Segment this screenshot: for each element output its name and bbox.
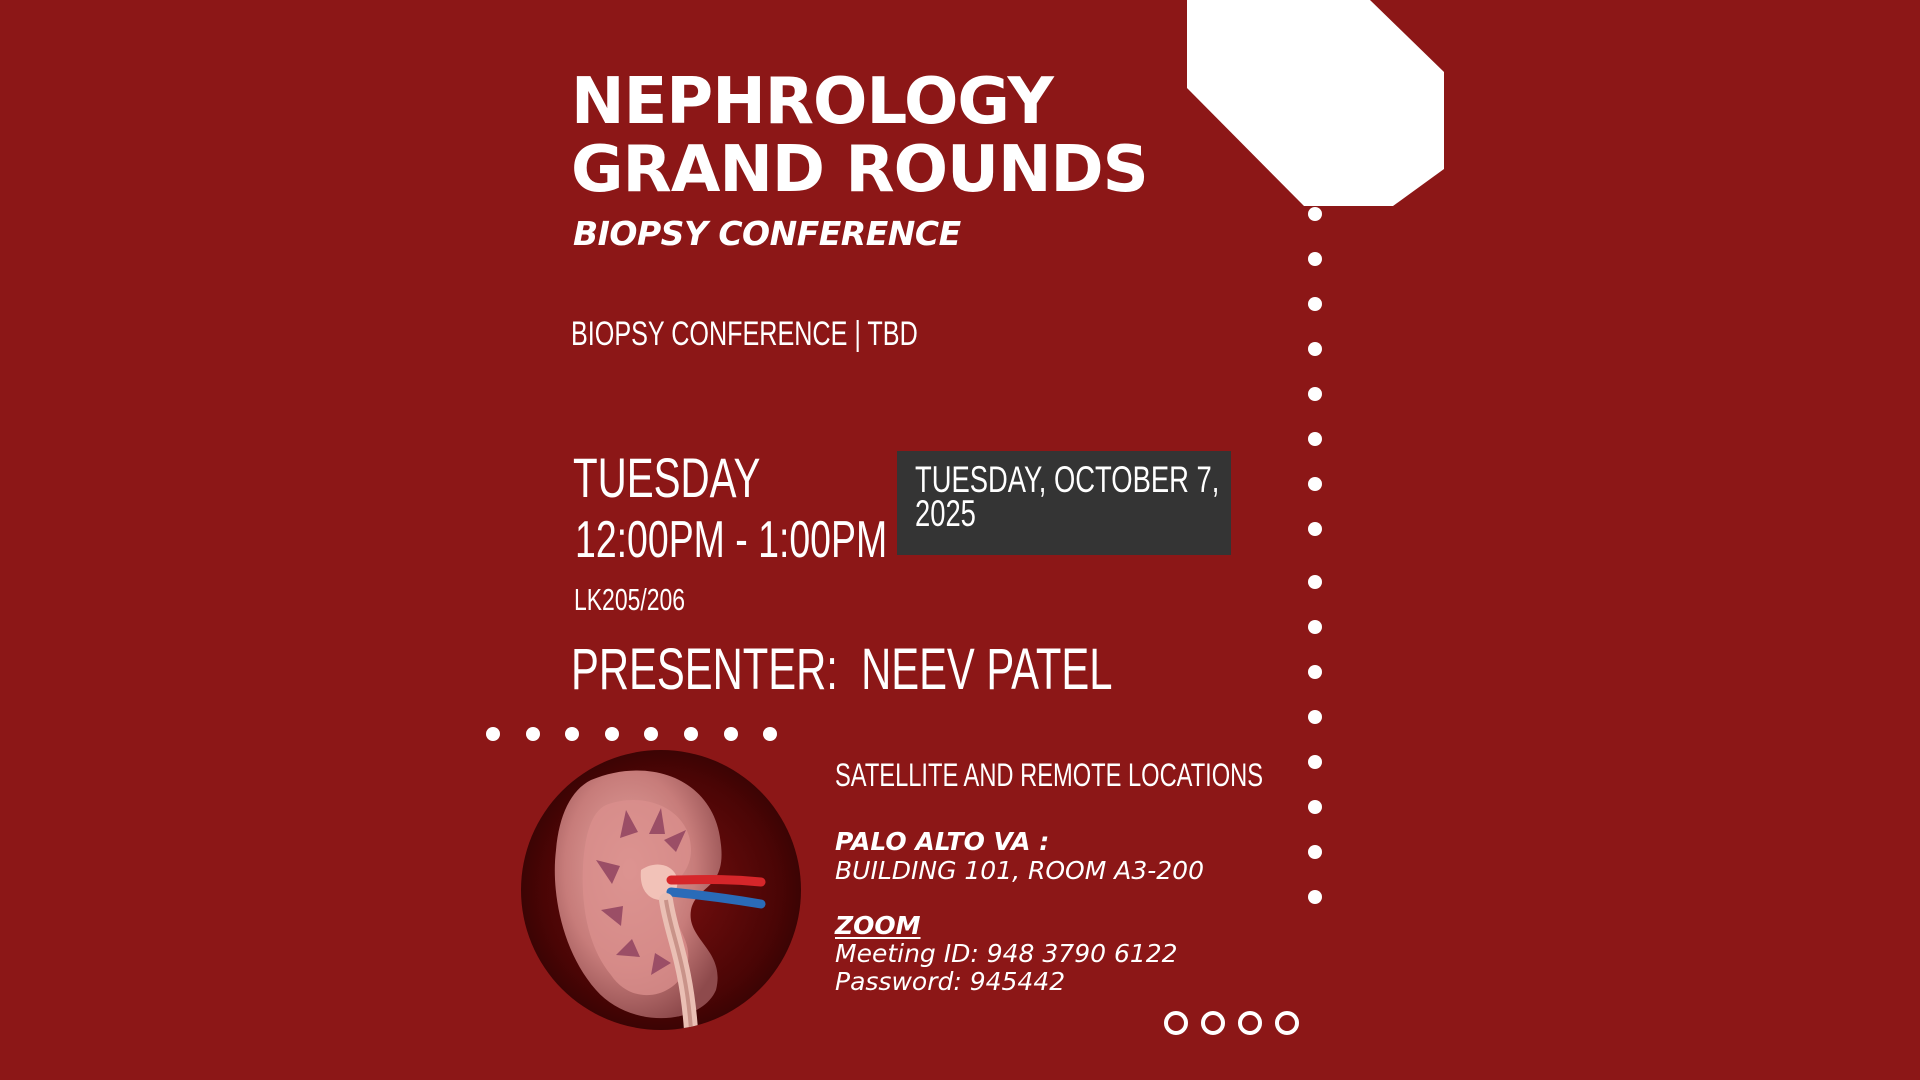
info-line: BIOPSY CONFERENCE | TBD: [571, 315, 918, 353]
dot: [1308, 710, 1322, 724]
palo-alto-address: BUILDING 101, ROOM A3-200: [835, 856, 1204, 885]
title-line-2: GRAND ROUNDS: [571, 133, 1148, 207]
locations-heading: SATELLITE AND REMOTE LOCATIONS: [835, 757, 1264, 793]
zoom-label: ZOOM: [835, 911, 921, 940]
dot: [565, 727, 579, 741]
dot: [1308, 297, 1322, 311]
dot: [1308, 800, 1322, 814]
date-box: [897, 451, 1231, 555]
dot: [644, 727, 658, 741]
event-room: LK205/206: [574, 582, 685, 617]
ring-icon: [1275, 1011, 1299, 1035]
dot: [684, 727, 698, 741]
dot: [1308, 755, 1322, 769]
dot: [1308, 477, 1322, 491]
dot: [1308, 432, 1322, 446]
dot: [1308, 207, 1322, 221]
event-day: TUESDAY: [573, 446, 761, 509]
dot: [1308, 575, 1322, 589]
title-line-1: NEPHROLOGY: [571, 65, 1053, 139]
page-title: [571, 65, 1271, 207]
subtitle: BIOPSY CONFERENCE: [573, 214, 961, 253]
presenter-name: NEEV PATEL: [861, 637, 1113, 702]
meeting-id: Meeting ID: 948 3790 6122: [835, 939, 1178, 968]
palo-alto-label: PALO ALTO VA :: [835, 827, 1050, 856]
event-date: TUESDAY, OCTOBER 7, 2025: [915, 459, 1220, 534]
dot: [1308, 252, 1322, 266]
dot: [605, 727, 619, 741]
dot: [486, 727, 500, 741]
dot: [526, 727, 540, 741]
dot: [1308, 665, 1322, 679]
event-time: 12:00PM - 1:00PM: [575, 511, 888, 569]
meeting-password: Password: 945442: [835, 967, 1066, 996]
presenter-label: PRESENTER:: [571, 637, 838, 702]
dot: [1308, 342, 1322, 356]
dot: [1308, 387, 1322, 401]
octagon-shape-icon: [1187, 0, 1444, 206]
presenter: [571, 636, 1112, 703]
dot: [1308, 890, 1322, 904]
dot: [1308, 845, 1322, 859]
ring-icon: [1201, 1011, 1225, 1035]
dot: [763, 727, 777, 741]
dot: [1308, 620, 1322, 634]
ring-icon: [1238, 1011, 1262, 1035]
dot: [724, 727, 738, 741]
kidney-illustration-icon: [521, 750, 801, 1030]
ring-icon: [1164, 1011, 1188, 1035]
dot: [1308, 522, 1322, 536]
